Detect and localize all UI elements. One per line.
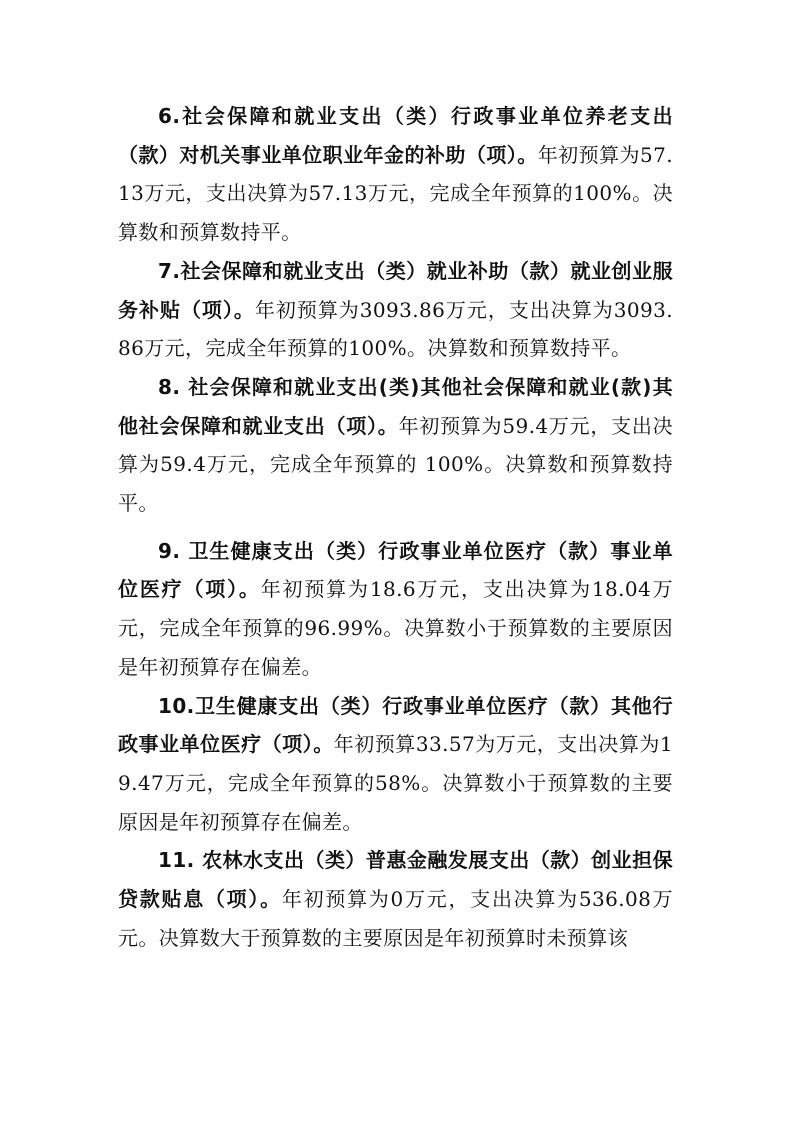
paragraph-item-11 bbox=[118, 841, 673, 957]
paragraph-heading: 6.社会保障和就业支出（类）行政事业单位养老支出（款）对机关事业单位职业年金的补助（项）。 bbox=[118, 104, 673, 167]
paragraph-body: 年初预算为59.4万元，支出决算为59.4万元，完成全年预算的 100%。决算数和预算数持平。 bbox=[118, 413, 673, 516]
paragraph-body: 年初预算为18.6万元，支出决算为18.04万元，完成全年预算的96.99%。决算数小于预算数的主要原因是年初预算存在偏差。 bbox=[118, 577, 673, 679]
paragraph-body: 年初预算为57.13万元，支出决算为57.13万元，完成全年预算的100%。决算数和预算数持平。 bbox=[118, 142, 673, 245]
paragraph-heading: 10.卫生健康支出（类）行政事业单位医疗（款）其他行政事业单位医疗（项）。 bbox=[118, 693, 673, 757]
paragraph-body: 年初预算33.57为万元，支出决算为19.47万元，完成全年预算的58%。决算数小于预算数的主要原因是年初预算存在偏差。 bbox=[118, 732, 673, 834]
paragraph-heading: 8. 社会保障和就业支出(类)其他社会保障和就业(款)其他社会保障和就业支出（项）。 bbox=[118, 374, 673, 438]
paragraph-item-9 bbox=[118, 532, 673, 687]
paragraph-item-6 bbox=[118, 97, 673, 252]
paragraph-body: 年初预算为3093.86万元，支出决算为3093.86万元，完成全年预算的100%。决算数和预算数持平。 bbox=[118, 297, 673, 361]
paragraph-heading: 7.社会保障和就业支出（类）就业补助（款）就业创业服务补贴（项）。 bbox=[118, 258, 673, 322]
paragraph-item-10 bbox=[118, 687, 673, 842]
paragraph-item-8 bbox=[118, 368, 673, 523]
page-content bbox=[118, 97, 673, 957]
paragraph-heading: 11. 农林水支出（类）普惠金融发展支出（款）创业担保贷款贴息（项）。 bbox=[118, 848, 673, 912]
paragraph-item-7 bbox=[118, 252, 673, 368]
paragraph-body: 年初预算为0万元，支出决算为536.08万元。决算数大于预算数的主要原因是年初预算时未预算该 bbox=[118, 887, 673, 950]
paragraph-heading: 9. 卫生健康支出（类）行政事业单位医疗（款）事业单位医疗（项）。 bbox=[118, 538, 673, 602]
